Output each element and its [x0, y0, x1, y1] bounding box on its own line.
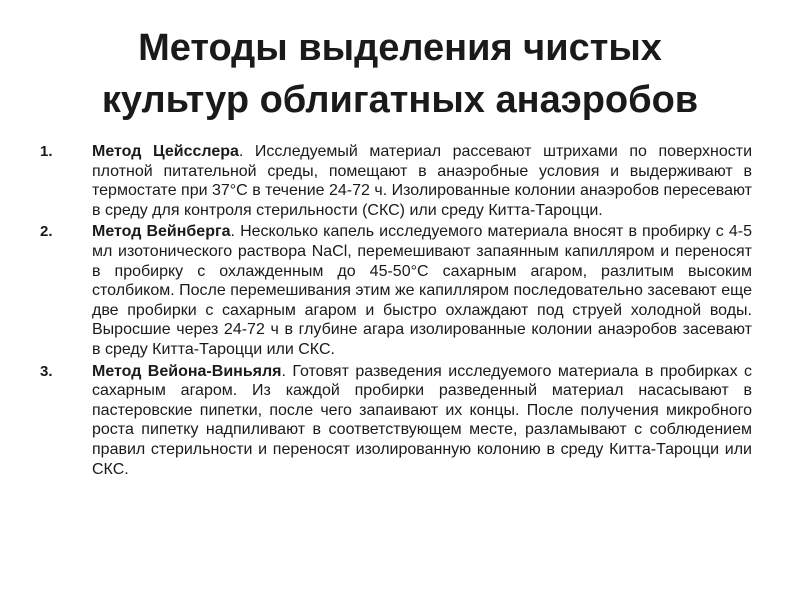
- slide-title: [40, 22, 760, 126]
- method-name: Метод Вейона-Виньяля: [92, 362, 282, 380]
- method-description: . Несколько капель исследуемого материала вносят в пробирку с 4-5 мл изотонического раствора NaCl, перемешивают запаянным капилляром и переносят в пробирку с охлажденным до 45-50°С сахарным агаром, разлитым высоким столбиком. После перемешивания этим же капилляром последовательно засевают еще две пробирки с сахарным агаром и быстро охлаждают под струей холодной воды. Выросшие через 24-72 ч в глубине агара изолированные колонии анаэробов засевают в среду Китта-Тароцци или СКС.: [92, 223, 753, 358]
- method-name: Метод Цейсслера: [92, 143, 239, 160]
- title-line-1: Методы выделения чистых: [138, 27, 662, 69]
- method-item-zeissler: [40, 142, 752, 220]
- method-name: Метод Вейнберга: [92, 223, 231, 241]
- method-number: 1.: [40, 143, 53, 160]
- method-description: . Исследуемый материал рассевают штрихами по поверхности плотной питательной среды, помещают в анаэробные условия и выдерживают в термостате при 37°С в течение 24-72 ч. Изолированные колонии анаэробов пересевают в среду для контроля стерильности (СКС) или среду Китта-Тароцци.: [92, 143, 752, 219]
- method-description: . Готовят разведения исследуемого материала в пробирках с сахарным агаром. Из каждой пробирки разведенный материал насасывают в пастеровские пипетки, после чего запаивают их концы. После получения микробного роста пипетку надпиливают в соответствующем месте, разламывают с соблюдением правил стерильности и переносят изолированную колонию в среду Китта-Тароцци или СКС.: [92, 362, 753, 478]
- method-number: 3.: [40, 362, 53, 380]
- method-item-veillon-vignal: [40, 362, 752, 480]
- methods-list: [40, 142, 752, 481]
- method-item-weinberg: [40, 222, 752, 359]
- title-line-2: культур облигатных анаэробов: [101, 79, 699, 121]
- method-number: 2.: [40, 223, 53, 241]
